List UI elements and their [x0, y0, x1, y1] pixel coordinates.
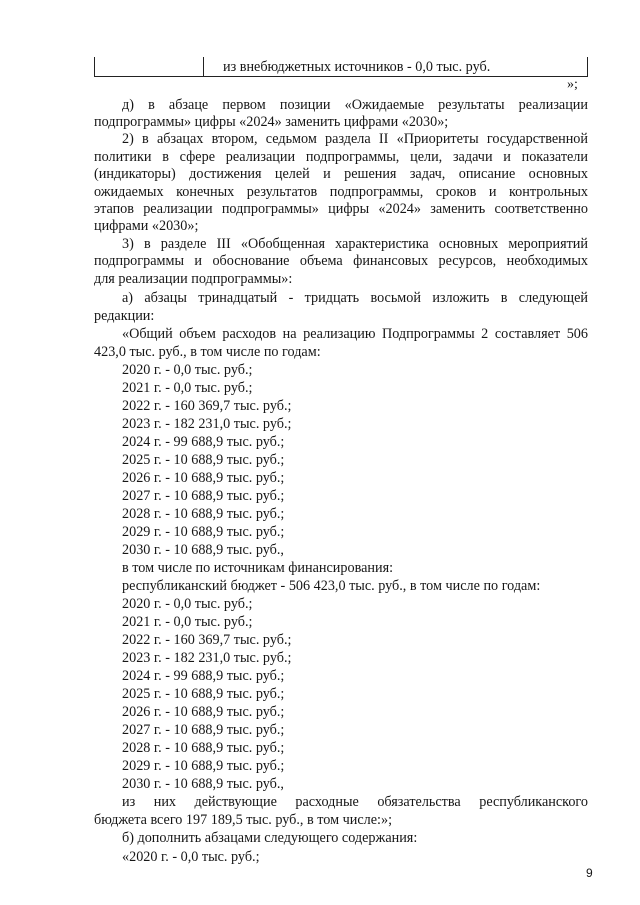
text-line: 3) в разделе III «Обобщенная характеристика основных мероприятий	[122, 236, 588, 252]
text-line: редакции:	[94, 308, 155, 324]
text-line: 2026 г. - 10 688,9 тыс. руб.;	[122, 704, 285, 720]
text-line: подпрограммы» цифры «2024» заменить цифрами «2030»;	[94, 114, 449, 130]
text-line: республиканский бюджет - 506 423,0 тыс. руб., в том числе по годам:	[122, 578, 541, 594]
text-line: 2030 г. - 10 688,9 тыс. руб.,	[122, 542, 284, 558]
text-line: бюджета всего 197 189,5 тыс. руб., в том числе:»;	[94, 812, 393, 828]
text-line: (индикаторы) достижения целей и решения задач, описание основных	[94, 166, 588, 182]
text-line: для реализации подпрограммы»:	[94, 271, 293, 287]
text-line: 2028 г. - 10 688,9 тыс. руб.;	[122, 740, 285, 756]
table-fragment	[94, 57, 588, 77]
text-line: 2028 г. - 10 688,9 тыс. руб.;	[122, 506, 285, 522]
closing-quote-mark: »;	[567, 77, 578, 92]
page-number: 9	[586, 866, 593, 880]
text-line: политики в сфере реализации подпрограммы, цели, задачи и показатели	[94, 149, 588, 165]
text-line: 2022 г. - 160 369,7 тыс. руб.;	[122, 632, 292, 648]
text-line: а) абзацы тринадцатый - тридцать восьмой изложить в следующей	[122, 290, 588, 306]
text-line: 423,0 тыс. руб., в том числе по годам:	[94, 344, 321, 360]
text-line: д) в абзаце первом позиции «Ожидаемые результаты реализации	[122, 97, 588, 113]
text-line: 2023 г. - 182 231,0 тыс. руб.;	[122, 650, 292, 666]
text-line: 2025 г. - 10 688,9 тыс. руб.;	[122, 452, 285, 468]
table-cell-text: из внебюджетных источников - 0,0 тыс. руб.	[223, 59, 491, 75]
text-line: 2024 г. - 99 688,9 тыс. руб.;	[122, 668, 285, 684]
text-line: подпрограммы и обоснование объема финансовых ресурсов, необходимых	[94, 253, 588, 269]
text-line: 2022 г. - 160 369,7 тыс. руб.;	[122, 398, 292, 414]
text-line: 2025 г. - 10 688,9 тыс. руб.;	[122, 686, 285, 702]
text-line: 2030 г. - 10 688,9 тыс. руб.,	[122, 776, 284, 792]
text-line: 2021 г. - 0,0 тыс. руб.;	[122, 614, 253, 630]
text-line: 2029 г. - 10 688,9 тыс. руб.;	[122, 524, 285, 540]
text-line: б) дополнить абзацами следующего содержания:	[122, 830, 418, 846]
text-line: этапов реализации подпрограммы» цифры «2024» заменить соответственно	[94, 201, 588, 217]
text-line: 2) в абзацах втором, седьмом раздела II «Приоритеты государственной	[122, 131, 588, 147]
table-divider	[203, 57, 204, 76]
text-line: из них действующие расходные обязательства республиканского	[122, 794, 588, 810]
text-line: 2020 г. - 0,0 тыс. руб.;	[122, 596, 253, 612]
text-line: 2027 г. - 10 688,9 тыс. руб.;	[122, 722, 285, 738]
text-line: 2027 г. - 10 688,9 тыс. руб.;	[122, 488, 285, 504]
text-line: 2021 г. - 0,0 тыс. руб.;	[122, 380, 253, 396]
text-line: 2029 г. - 10 688,9 тыс. руб.;	[122, 758, 285, 774]
text-line: 2024 г. - 99 688,9 тыс. руб.;	[122, 434, 285, 450]
text-line: ожидаемых конечных результатов подпрограммы, сроков и контрольных	[94, 184, 588, 200]
text-line: 2020 г. - 0,0 тыс. руб.;	[122, 362, 253, 378]
text-line: «2020 г. - 0,0 тыс. руб.;	[122, 849, 260, 865]
text-line: в том числе по источникам финансирования:	[122, 560, 394, 576]
text-line: цифрами «2030»;	[94, 218, 199, 234]
text-line: 2026 г. - 10 688,9 тыс. руб.;	[122, 470, 285, 486]
text-line: 2023 г. - 182 231,0 тыс. руб.;	[122, 416, 292, 432]
text-line: «Общий объем расходов на реализацию Подпрограммы 2 составляет 506	[122, 326, 588, 342]
